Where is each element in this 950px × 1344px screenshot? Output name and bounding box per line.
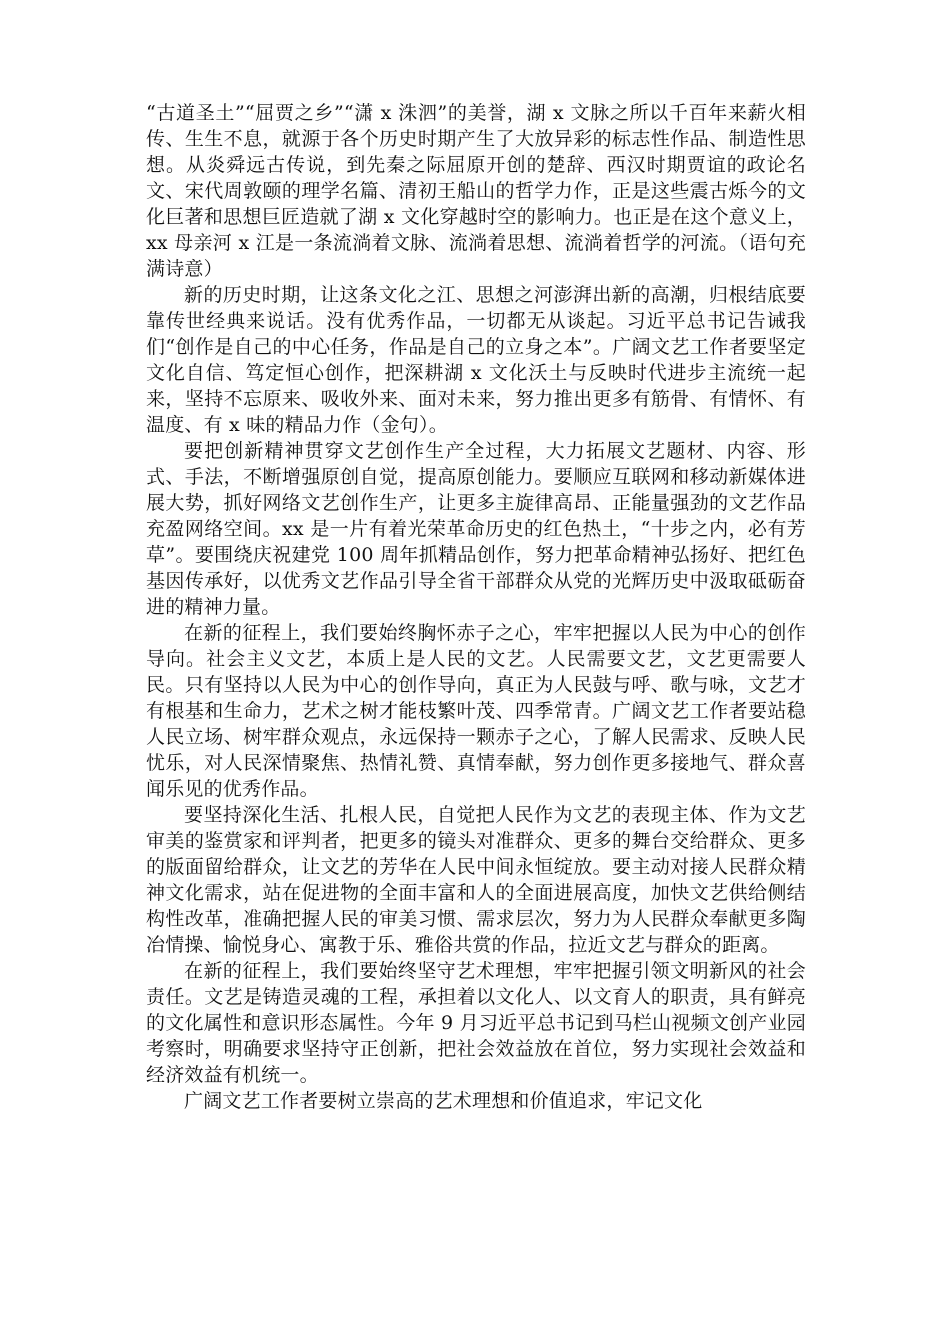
paragraph-7: 广阔文艺工作者要树立崇高的艺术理想和价值追求，牢记文化 — [184, 1090, 703, 1112]
paragraph-3: 要把创新精神贯穿文艺创作生产全过程，大力拓展文艺题材、内容、形式、手法，不断增强原创自觉，提高原创能力。要顺应互联网和移动新媒体进展大势，抓好网络文艺创作生产，让更多主旋律高昂、正能量强劲的文艺作品充盈网络空间。xx 是一片有着光荣革命历史的红色热土，“十步之内，必有芳草”。要围绕庆祝建党 100 周年抓精品创作，努力把革命精神弘扬好、把红色基因传承好，以优秀文艺作品引导全省干部群众从党的光辉历史中汲取砥砺奋进的精神力量。 — [146, 440, 806, 618]
paragraph-1: “古道圣土”“屈贾之乡”“潇 x 洙泗”的美誉，湖 x 文脉之所以千百年来薪火相传、生生不息，就源于各个历史时期产生了大放异彩的标志性作品、制造性思想。从炎舜远古传说，到先秦之际屈原开创的楚辞、西汉时期贾谊的政论名文、宋代周敦颐的理学名篇、清初王船山的哲学力作，正是这些震古烁今的文化巨著和思想巨匠造就了湖 x 文化穿越时空的影响力。也正是在这个意义上，xx 母亲河 x 江是一条流淌着文脉、流淌着思想、流淌着哲学的河流。（语句充满诗意） — [146, 102, 806, 280]
paragraph-6: 在新的征程上，我们要始终坚守艺术理想，牢牢把握引领文明新风的社会责任。文艺是铸造灵魂的工程，承担着以文化人、以文育人的职责，具有鲜亮的文化属性和意识形态属性。今年 9 月习近平总书记到马栏山视频文创产业园考察时，明确要求坚持守正创新，把社会效益放在首位，努力实现社会效益和经济效益有机统一。 — [146, 960, 806, 1086]
paragraph-2: 新的历史时期，让这条文化之江、思想之河澎湃出新的高潮，归根结底要靠传世经典来说话。没有优秀作品，一切都无从谈起。习近平总书记告诫我们“创作是自己的中心任务，作品是自己的立身之本”。广阔文艺工作者要坚定文化自信、笃定恒心创作，把深耕湖 x 文化沃土与反映时代进步主流统一起来，坚持不忘原来、吸收外来、面对未来，努力推出更多有筋骨、有情怀、有温度、有 x 味的精品力作（金句）。 — [146, 284, 806, 436]
document-body — [146, 100, 806, 1114]
paragraph-5: 要坚持深化生活、扎根人民，自觉把人民作为文艺的表现主体、作为文艺审美的鉴赏家和评判者，把更多的镜头对准群众、更多的舞台交给群众、更多的版面留给群众，让文艺的芳华在人民中间永恒绽放。要主动对接人民群众精神文化需求，站在促进物的全面丰富和人的全面进展高度，加快文艺供给侧结构性改革，准确把握人民的审美习惯、需求层次，努力为人民群众奉献更多陶冶情操、愉悦身心、寓教于乐、雅俗共赏的作品，拉近文艺与群众的距离。 — [146, 804, 806, 956]
paragraph-4: 在新的征程上，我们要始终胸怀赤子之心，牢牢把握以人民为中心的创作导向。社会主义文艺，本质上是人民的文艺。人民需要文艺，文艺更需要人民。只有坚持以人民为中心的创作导向，真正为人民鼓与呼、歌与咏，文艺才有根基和生命力，艺术之树才能枝繁叶茂、四季常青。广阔文艺工作者要站稳人民立场、树牢群众观点，永远保持一颗赤子之心，了解人民需求、反映人民忧乐，对人民深情聚焦、热情礼赞、真情奉献，努力创作更多接地气、群众喜闻乐见的优秀作品。 — [146, 622, 806, 800]
